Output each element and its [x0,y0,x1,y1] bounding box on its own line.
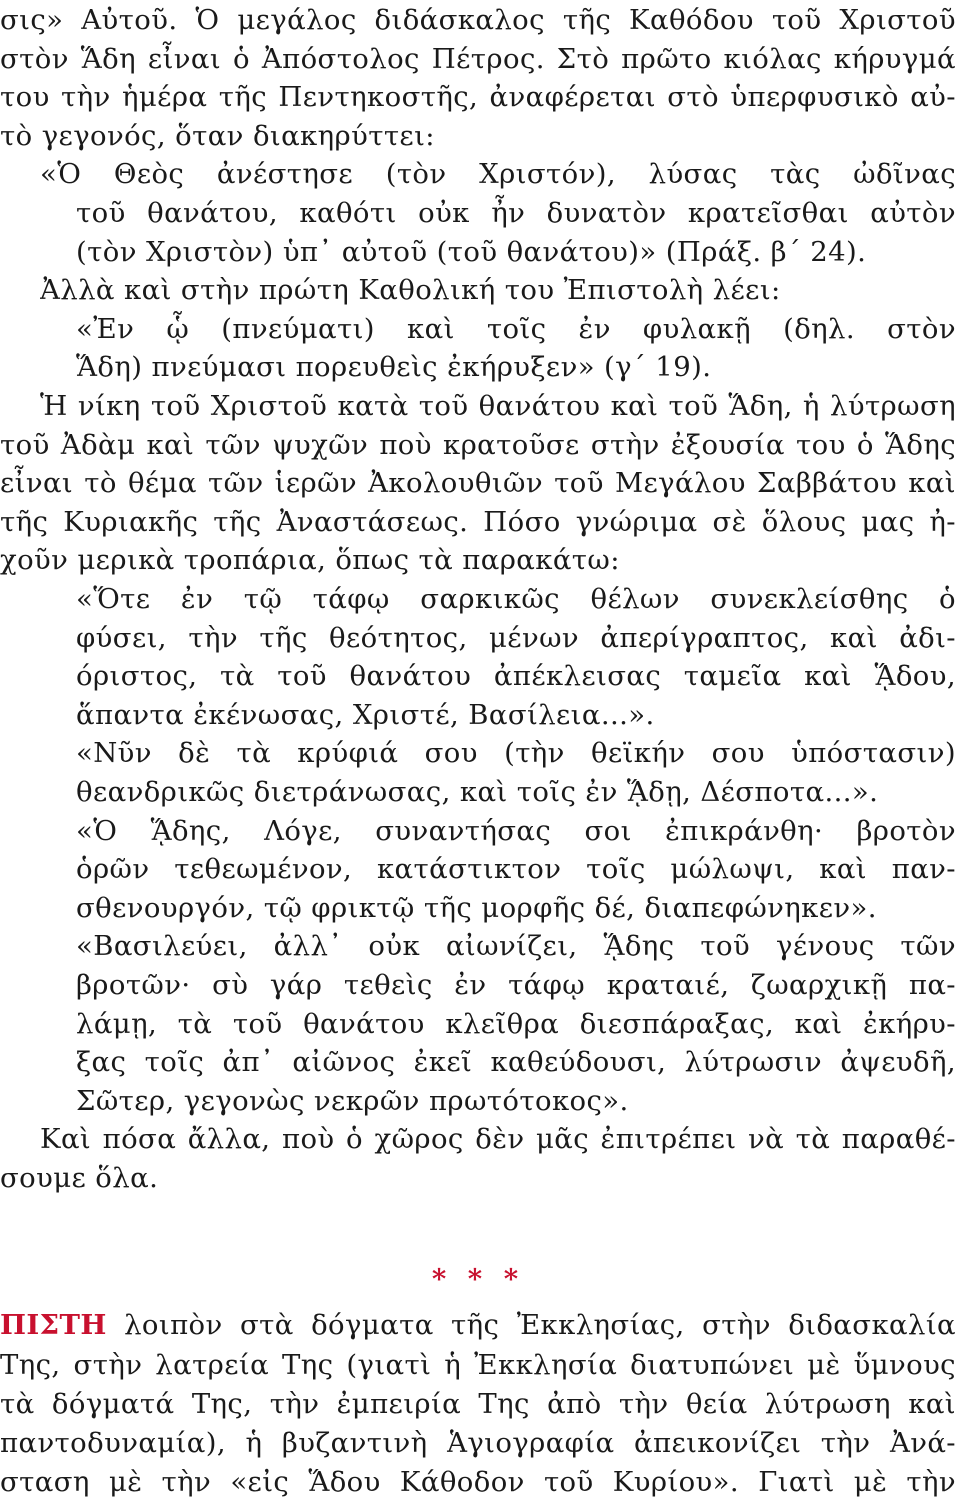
text-line: φύσει, τὴν τῆς θεότητος, μένων ἀπερίγραπτος, καὶ ἀδι- [76,621,956,654]
text-line: τὰ δόγματά Της, τὴν ἐμπειρία Της ἀπὸ τὴν θεία λύτρωση καὶ [0,1388,956,1420]
text-line: ἅπαντα ἐκένωσας, Χριστέ, Βασίλεια...». [76,698,655,731]
text-line: Ἡ νίκη τοῦ Χριστοῦ κατὰ τοῦ θανάτου καὶ τοῦ Ἅδη, ἡ λύτρωση [40,390,956,422]
text-line: Καὶ πόσα ἄλλα, ποὺ ὁ χῶρος δὲν μᾶς ἐπιτρέπει νὰ τὰ παραθέ- [40,1123,956,1156]
text-line: «Ὁ ᾍδης, Λόγε, συναντήσας σοι ἐπικράνθη· βροτὸν [76,814,956,847]
text-line: «Βασιλεύει, ἀλλ᾽ οὐκ αἰωνίζει, ᾍδης τοῦ γένους τῶν [76,930,956,963]
text-line: Σῶτερ, γεγονὼς νεκρῶν πρωτότοκος». [76,1084,629,1117]
final-paragraph-first-line-text: λοιπὸν στὰ δόγματα τῆς Ἐκκλησίας, στὴν διδασκαλία [106,1309,956,1341]
text-line: σθενουργόν, τῷ φρικτῷ τῆς μορφῆς δέ, διαπεφώνηκεν». [76,891,877,924]
text-line: σις» Αὐτοῦ. Ὁ μεγάλος διδάσκαλος τῆς Καθόδου τοῦ Χριστοῦ [0,4,956,36]
text-line: σουμε ὅλα. [0,1162,159,1194]
text-line: παντοδυναμία), ἡ βυζαντινὴ Ἁγιογραφία ἀπεικονίζει τὴν Ἀνά- [0,1427,956,1459]
text-line: τὸ γεγονός, ὅταν διακηρύττει: [0,119,435,152]
text-line: Της, στὴν λατρεία Της (γιατὶ ἡ Ἐκκλησία διατυπώνει μὲ ὕμνους [0,1349,956,1381]
text-line: τοῦ θανάτου, καθότι οὐκ ἦν δυνατὸν κρατεῖσθαι αὐτὸν [76,197,956,229]
text-line: όριστος, τὰ τοῦ θανάτου ἀπέκλεισας ταμεῖα καὶ ᾍδου, [76,660,956,693]
text-line: «Νῦν δὲ τὰ κρύφιά σου (τὴν θεϊκήν σου ὑπόστασιν) [76,737,956,770]
text-line: «Ἐν ᾧ (πνεύματι) καὶ τοῖς ἐν φυλακῇ (δηλ. στὸν [76,312,956,345]
text-line: ξας τοῖς ἀπ᾽ αἰῶνος ἐκεῖ καθεύδουσι, λύτρωσιν ἀψευδῆ, [76,1046,956,1079]
text-line: του τὴν ἡμέρα τῆς Πεντηκοστῆς, ἀναφέρεται στὸ ὑπερφυσικὸ αὐ- [0,81,956,114]
text-line: θεανδρικῶς διετράνωσας, καὶ τοῖς ἐν ᾍδῃ, Δέσποτα...». [76,776,879,808]
text-line: σταση μὲ τὴν «εἰς Ἅδου Κάθοδον τοῦ Κυρίου». Γιατὶ μὲ τὴν [0,1466,956,1498]
section-separator: * * * [431,1263,525,1295]
text-line: τῆς Κυριακῆς τῆς Ἀναστάσεως. Πόσο γνώριμα σὲ ὅλους μας ἠ- [0,505,956,538]
text-line: λάμῃ, τὰ τοῦ θανάτου κλεῖθρα διεσπάραξας, καὶ ἐκήρυ- [76,1007,956,1040]
text-line: τοῦ Ἀδὰμ καὶ τῶν ψυχῶν ποὺ κρατοῦσε στὴν ἐξουσία του ὁ Ἅδης [0,428,956,461]
text-line: «Ὅτε ἐν τῷ τάφῳ σαρκικῶς θέλων συνεκλείσθης ὁ [76,583,956,615]
text-line: στὸν Ἅδη εἶναι ὁ Ἀπόστολος Πέτρος. Στὸ πρῶτο κιόλας κήρυγμά [0,42,956,75]
text-line: Ἀλλὰ καὶ στὴν πρώτη Καθολική του Ἐπιστολὴ λέει: [40,274,781,307]
text-line: χοῦν μερικὰ τροπάρια, ὅπως τὰ παρακάτω: [0,544,620,577]
text-line: (τὸν Χριστὸν) ὑπ᾽ αὐτοῦ (τοῦ θανάτου)» (Πράξ. β´ 24). [76,235,867,268]
text-line: «Ὁ Θεὸς ἀνέστησε (τὸν Χριστόν), λύσας τὰς ὠδῖνας [40,158,956,191]
text-line: ὁρῶν τεθεωμένον, κατάστικτον τοῖς μώλωψι, καὶ παν- [76,853,956,886]
text-line: βροτῶν· σὺ γάρ τεθεὶς ἐν τάφῳ κραταιέ, ζωαρχικῇ πα- [76,969,956,1001]
emphasis-word: ΠΙΣΤΗ [0,1309,107,1341]
text-line: εἶναι τὸ θέμα τῶν ἱερῶν Ἀκολουθιῶν τοῦ Μεγάλου Σαββάτου καὶ [0,467,956,500]
text-line: Ἅδη) πνεύμασι πορευθεὶς ἐκήρυξεν» (γ´ 19). [76,351,712,384]
final-paragraph-first-line [0,1305,956,1345]
